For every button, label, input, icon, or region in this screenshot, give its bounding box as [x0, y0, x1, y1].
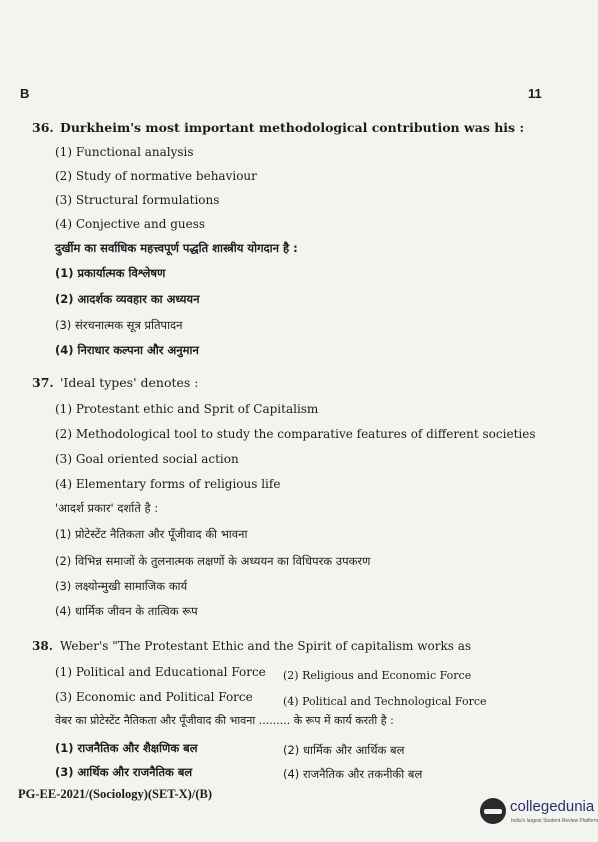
hindi-question: दुर्खीम का सर्वाधिक महत्त्वपूर्ण पद्धति शास्त्रीय योगदान है : — [55, 241, 298, 255]
question-36 — [32, 120, 552, 136]
hindi-option: (4) निराधार कल्पना और अनुमान — [55, 343, 199, 357]
option: (2) Study of normative behaviour — [55, 169, 257, 183]
hindi-question: 'आदर्श प्रकार' दर्शाते है : — [55, 501, 159, 515]
watermark-name: collegedunia — [510, 798, 595, 815]
question-number: 36. — [32, 120, 54, 135]
watermark-tagline: India's largest Student Review Platform — [511, 818, 598, 824]
option: (1) Functional analysis — [55, 145, 194, 159]
option: (2) Religious and Economic Force — [283, 669, 472, 682]
question-text: Weber's "The Protestant Ethic and the Spirit of capitalism works as — [60, 639, 472, 653]
hindi-option: (1) राजनैतिक और शैक्षणिक बल — [55, 741, 198, 755]
option: (4) Conjective and guess — [55, 217, 206, 231]
option: (3) Economic and Political Force — [55, 690, 253, 704]
option: (4) Political and Technological Force — [283, 695, 487, 708]
hindi-question: वेबर का प्रोटेस्टेंट नैतिकता और पूँजीवाद की भावना ......... के रूप में कार्य करती है : — [55, 714, 394, 727]
question-number: 37. — [32, 375, 54, 390]
question-text: Durkheim's most important methodological contribution was his : — [60, 120, 525, 135]
question-number: 38. — [32, 639, 53, 653]
page-number: 11 — [528, 86, 542, 101]
option: (1) Political and Educational Force — [55, 665, 266, 679]
glasses-icon — [484, 809, 502, 814]
hindi-option: (3) आर्थिक और राजनैतिक बल — [55, 765, 193, 779]
footer-code: PG-EE-2021/(Sociology)(SET-X)/(B) — [18, 787, 212, 801]
hindi-option: (2) विभिन्न समाजों के तुलनात्मक लक्षणों के अध्ययन का विधिपरक उपकरण — [55, 554, 371, 568]
section-label: B — [20, 86, 30, 101]
option: (4) Elementary forms of religious life — [55, 477, 281, 491]
option: (3) Structural formulations — [55, 193, 220, 207]
hindi-option: (4) राजनैतिक और तकनीकी बल — [283, 767, 423, 781]
hindi-option: (1) प्रोटेस्टेंट नैतिकता और पूँजीवाद की भावना — [55, 527, 248, 541]
question-37 — [32, 375, 552, 391]
question-text: 'Ideal types' denotes : — [60, 375, 199, 390]
hindi-option: (3) संरचनात्मक सूत्र प्रतिपादन — [55, 318, 183, 332]
hindi-option: (3) लक्ष्योन्मुखी सामाजिक कार्य — [55, 579, 188, 593]
option: (1) Protestant ethic and Sprit of Capitalism — [55, 402, 319, 416]
watermark-logo — [478, 796, 598, 830]
hindi-option: (2) धार्मिक और आर्थिक बल — [283, 743, 405, 757]
option: (3) Goal oriented social action — [55, 452, 239, 466]
option: (2) Methodological tool to study the comparative features of different societies — [55, 427, 536, 441]
hindi-option: (2) आदर्शक व्यवहार का अध्ययन — [55, 292, 200, 306]
hindi-option: (1) प्रकार्यात्मक विश्लेषण — [55, 266, 166, 280]
hindi-option: (4) धार्मिक जीवन के तात्विक रूप — [55, 604, 198, 618]
question-38 — [32, 638, 552, 654]
